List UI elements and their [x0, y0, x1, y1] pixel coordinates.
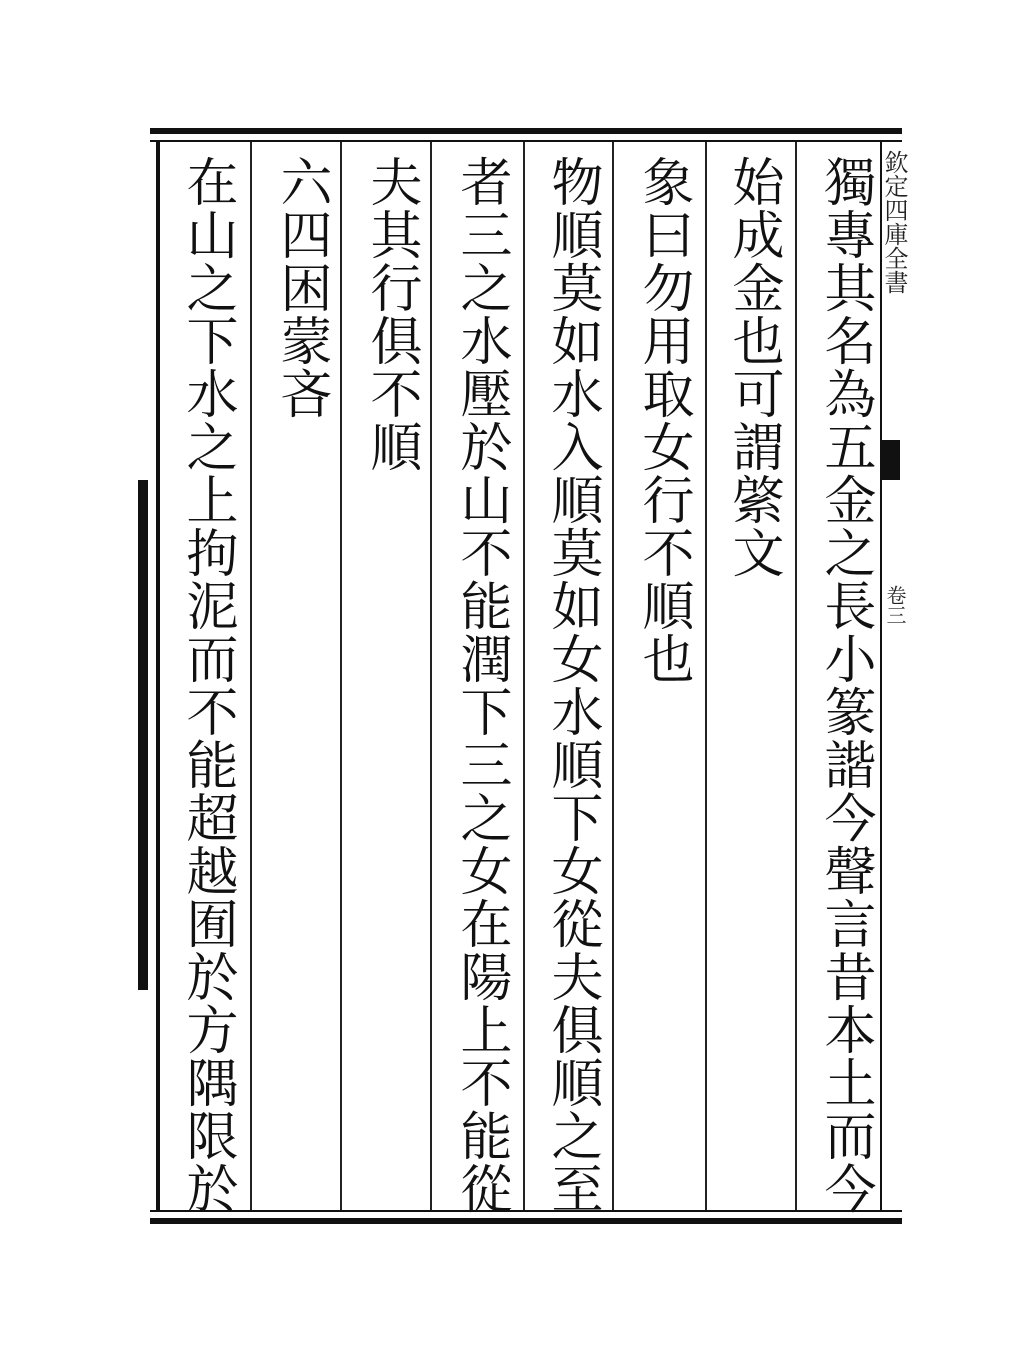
text-column-5: 者三之水壓於山不能潤下三之女在陽上不能從	[451, 155, 511, 1215]
top-border-rule	[150, 128, 902, 134]
column-divider	[430, 142, 432, 1210]
column-divider	[523, 142, 525, 1210]
top-inner-rule	[150, 140, 902, 142]
bottom-border-rule	[150, 1218, 902, 1224]
fish-tail-mark	[882, 440, 900, 480]
column-divider	[340, 142, 342, 1210]
left-border-rule	[156, 140, 160, 1212]
text-column-7: 六四困蒙吝	[271, 155, 331, 420]
left-margin-mark	[138, 480, 148, 990]
text-column-4: 物順莫如水入順莫如女水順下女從夫俱順之至	[542, 155, 602, 1215]
text-column-2: 始成金也可謂綮文	[723, 155, 783, 579]
column-divider	[795, 142, 797, 1210]
bottom-inner-rule	[150, 1210, 902, 1212]
column-divider	[250, 142, 252, 1210]
fore-edge-strip	[880, 142, 906, 1210]
text-column-1: 獨專其名為五金之長小篆諧今聲言昔本土而今	[815, 155, 875, 1215]
text-column-6: 夫其行俱不順	[361, 155, 421, 473]
text-column-8: 在山之下水之上拘泥而不能超越囿於方隅限於	[177, 155, 237, 1215]
fore-edge-title: 欽定四庫全書	[880, 150, 908, 294]
fore-edge-juan: 卷三	[883, 585, 907, 625]
text-column-3: 象曰勿用取女行不順也	[633, 155, 693, 685]
column-divider	[705, 142, 707, 1210]
column-divider	[612, 142, 614, 1210]
